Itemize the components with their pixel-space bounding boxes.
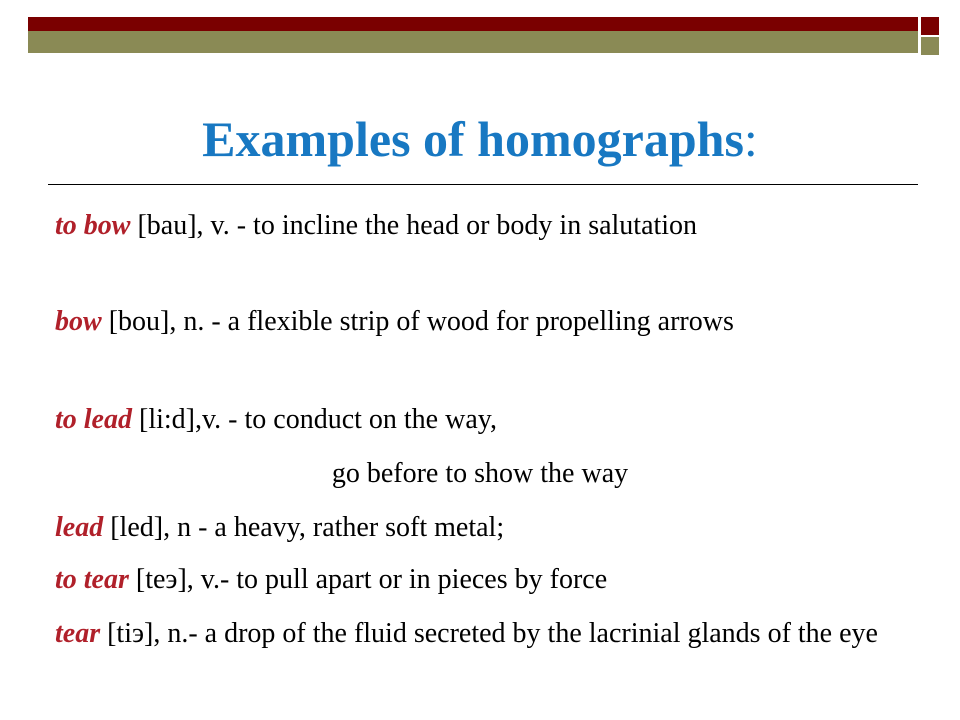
slide-title xyxy=(0,112,960,167)
entry-to-tear xyxy=(55,560,960,600)
entry-definition: [li:d],v. - to conduct on the way, xyxy=(132,404,497,435)
top-bar-olive xyxy=(28,31,918,53)
corner-square-dark xyxy=(921,17,939,35)
slide-title-colon: : xyxy=(743,111,758,167)
entry-word: to bow xyxy=(55,210,131,241)
entry-bow xyxy=(55,302,960,342)
slide-title-text: Examples of homographs xyxy=(202,111,744,167)
entry-definition: [bau], v. - to incline the head or body in salutation xyxy=(130,210,698,241)
title-divider xyxy=(48,184,918,185)
entry-word: tear xyxy=(55,618,101,649)
entry-definition: [bou], n. - a flexible strip of wood for propelling arrows xyxy=(101,306,734,337)
entry-word: to tear xyxy=(55,564,129,595)
entry-to-lead-continuation: go before to show the way xyxy=(331,458,629,489)
corner-square-olive xyxy=(921,37,939,55)
entry-lead xyxy=(55,508,960,548)
entry-to-lead xyxy=(55,400,960,440)
entry-word: to lead xyxy=(55,404,132,435)
entry-definition: [led], n - a heavy, rather soft metal; xyxy=(103,512,505,543)
entry-tear xyxy=(55,614,960,654)
entry-word: bow xyxy=(55,306,102,337)
entry-to-bow xyxy=(55,206,960,246)
entry-definition: [teэ], v.- to pull apart or in pieces by force xyxy=(128,564,608,595)
entry-definition: [tiэ], n.- a drop of the fluid secreted by the lacrinial glands of the eye xyxy=(100,618,878,649)
entry-word: lead xyxy=(55,512,104,543)
top-bar-dark xyxy=(28,17,918,31)
